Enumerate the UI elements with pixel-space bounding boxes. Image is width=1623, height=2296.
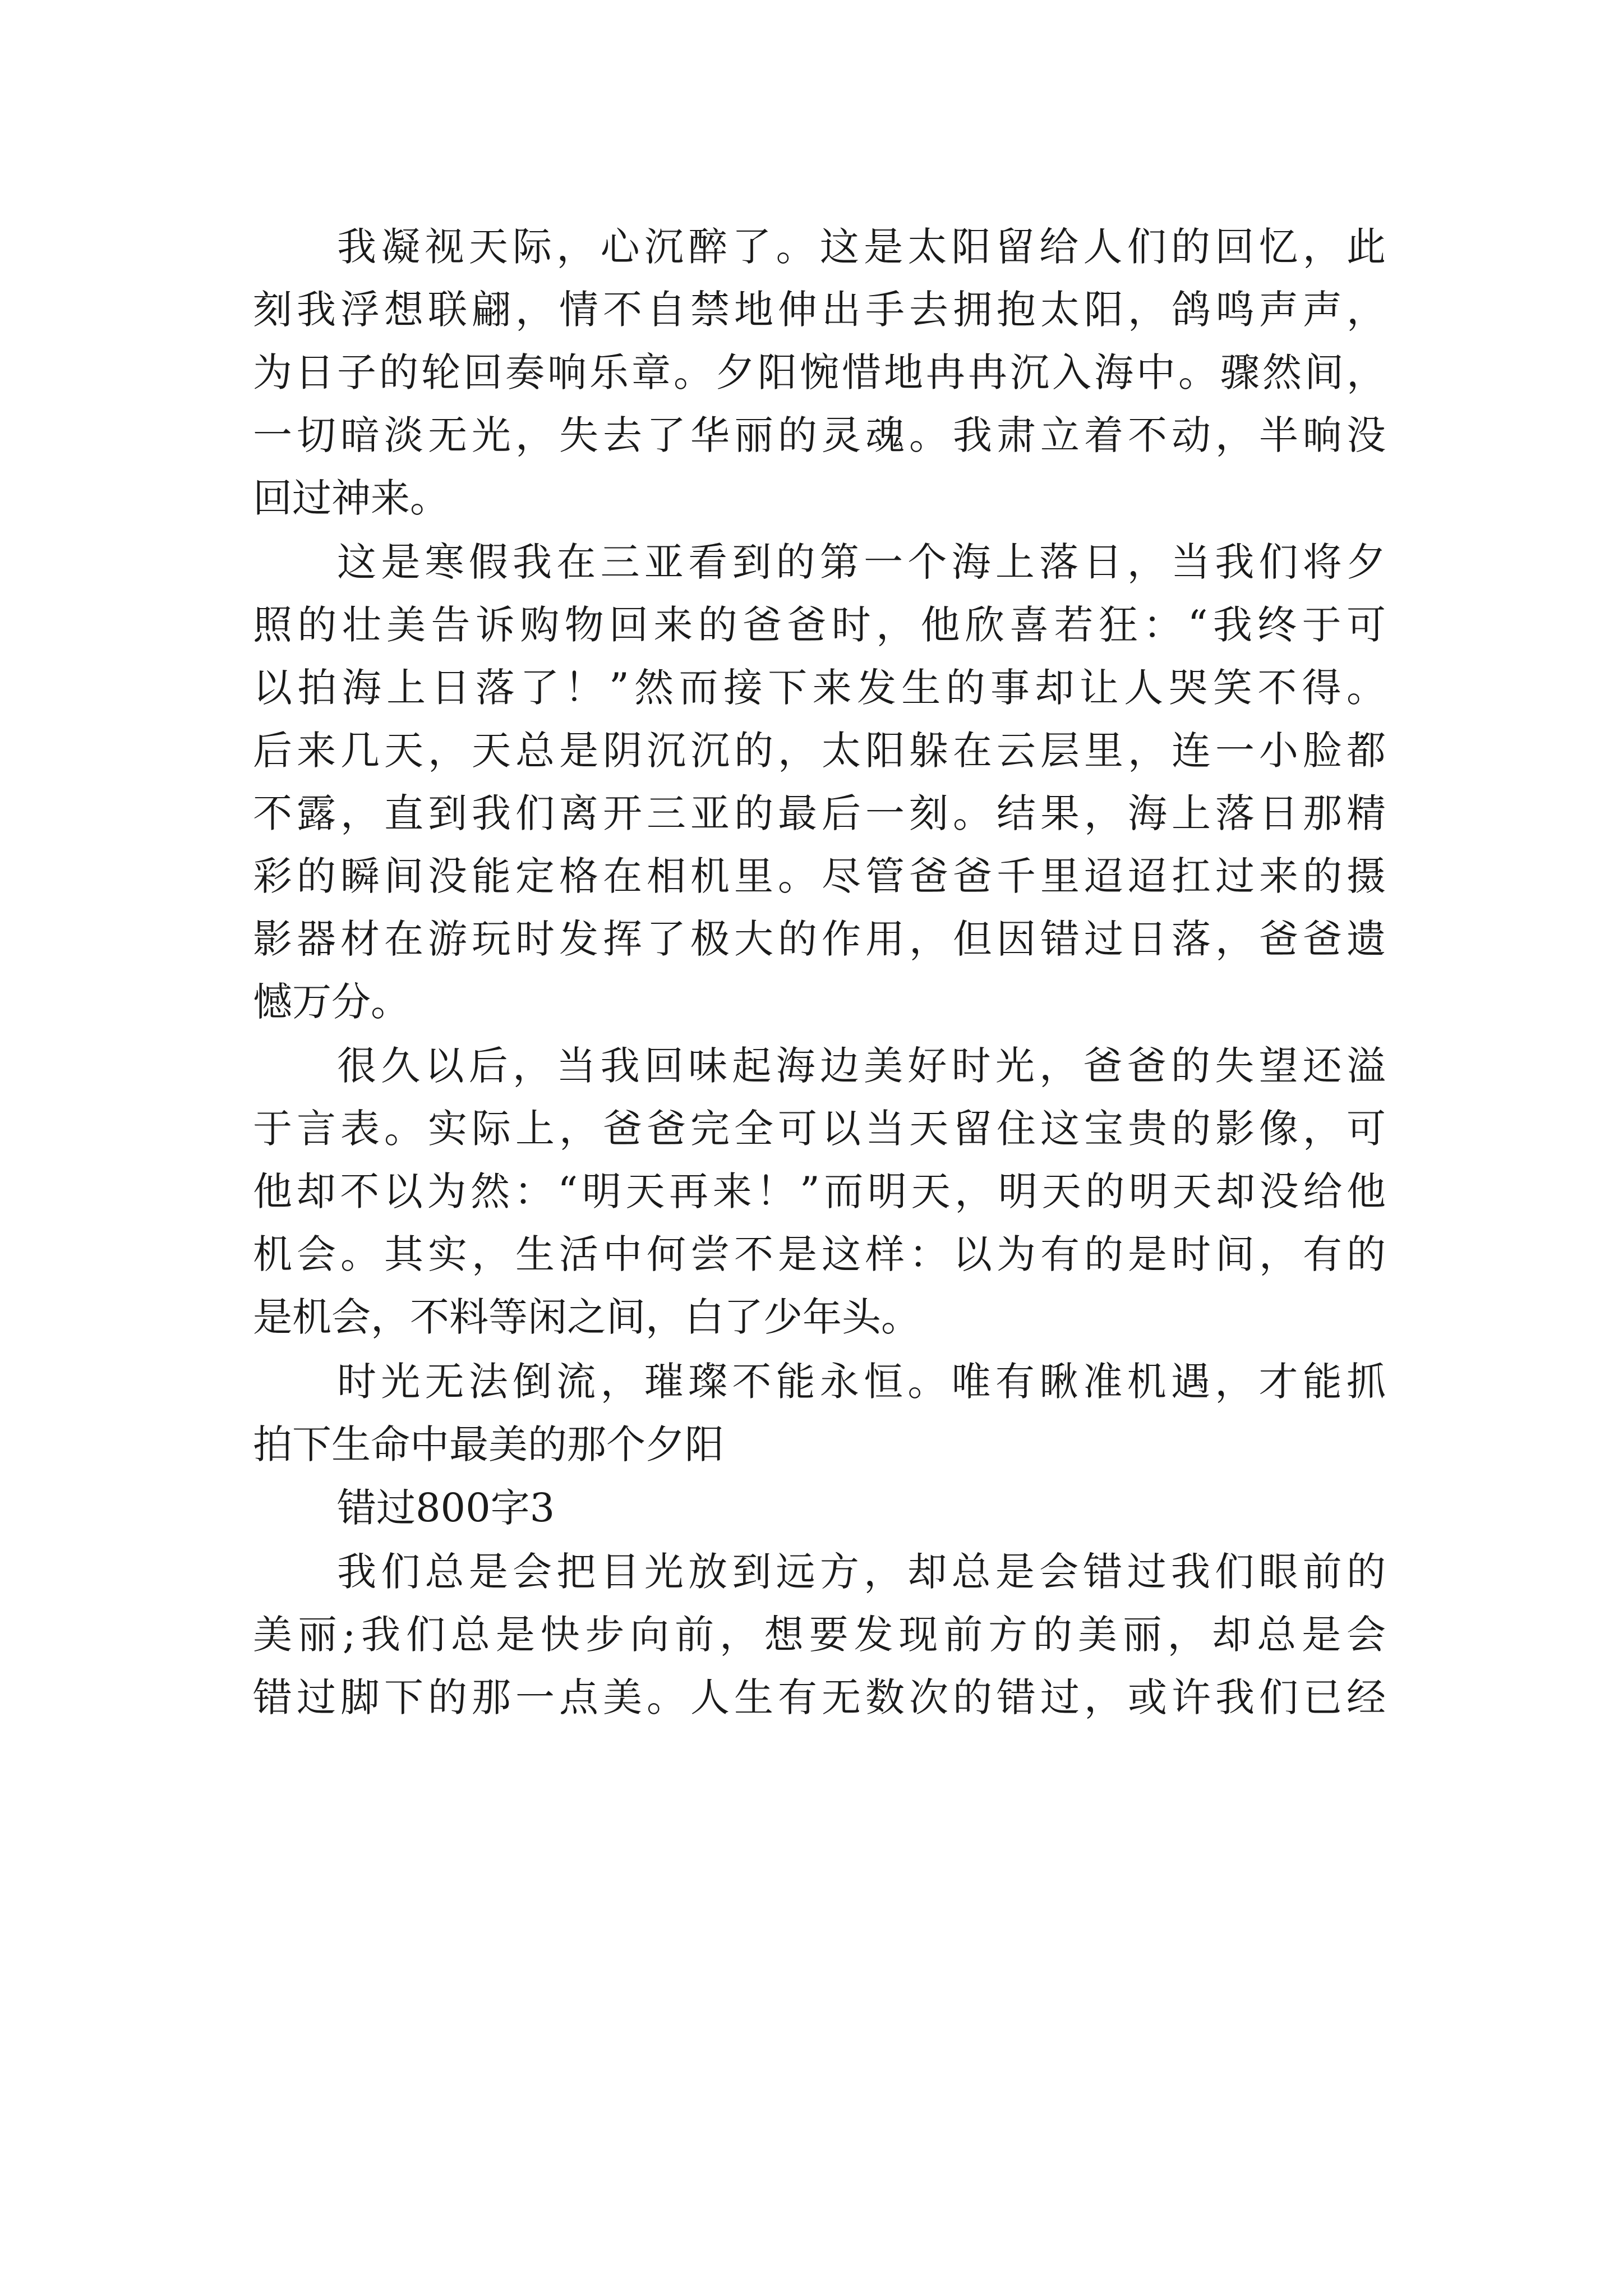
- text-line: 这是寒假我在三亚看到的第一个海上落日，当我们将夕: [337, 539, 1386, 585]
- text-line: 照的壮美告诉购物回来的爸爸时，他欣喜若狂：“我终于可: [253, 602, 1386, 648]
- text-line: 憾万分。: [253, 979, 410, 1025]
- text-line: 为日子的轮回奏响乐章。夕阳惋惜地冉冉沉入海中。骤然间，: [253, 349, 1386, 395]
- text-line: 一切暗淡无光，失去了华丽的灵魂。我肃立着不动，半晌没: [253, 412, 1386, 458]
- text-line: 彩的瞬间没能定格在相机里。尽管爸爸千里迢迢扛过来的摄: [253, 853, 1386, 899]
- text-line: 回过神来。: [253, 475, 449, 521]
- text-line: 时光无法倒流，璀璨不能永恒。唯有瞅准机遇，才能抓: [337, 1359, 1386, 1405]
- text-line: 美丽;我们总是快步向前，想要发现前方的美丽，却总是会: [253, 1612, 1386, 1658]
- text-line: 以拍海上日落了！”然而接下来发生的事却让人哭笑不得。: [253, 665, 1386, 711]
- text-line: 是机会，不料等闲之间，白了少年头。: [253, 1294, 920, 1340]
- text-line: 于言表。实际上，爸爸完全可以当天留住这宝贵的影像，可: [253, 1106, 1386, 1152]
- text-line: 拍下生命中最美的那个夕阳: [253, 1421, 724, 1467]
- text-line: 我们总是会把目光放到远方，却总是会错过我们眼前的: [337, 1549, 1386, 1595]
- text-line: 他却不以为然：“明天再来！”而明天，明天的明天却没给他: [253, 1168, 1386, 1214]
- text-line: 不露，直到我们离开三亚的最后一刻。结果，海上落日那精: [253, 790, 1386, 836]
- text-line: 很久以后，当我回味起海边美好时光，爸爸的失望还溢: [337, 1043, 1386, 1089]
- text-line: 刻我浮想联翩，情不自禁地伸出手去拥抱太阳，鸽鸣声声，: [253, 287, 1386, 333]
- text-line: 影器材在游玩时发挥了极大的作用，但因错过日落，爸爸遗: [253, 916, 1386, 962]
- section-heading: 错过800字3: [337, 1485, 555, 1531]
- text-line: 机会。其实，生活中何尝不是这样：以为有的是时间，有的: [253, 1231, 1386, 1277]
- text-line: 错过脚下的那一点美。人生有无数次的错过，或许我们已经: [253, 1674, 1386, 1720]
- text-line: 我凝视天际，心沉醉了。这是太阳留给人们的回忆，此: [337, 224, 1386, 270]
- text-line: 后来几天，天总是阴沉沉的，太阳躲在云层里，连一小脸都: [253, 728, 1386, 774]
